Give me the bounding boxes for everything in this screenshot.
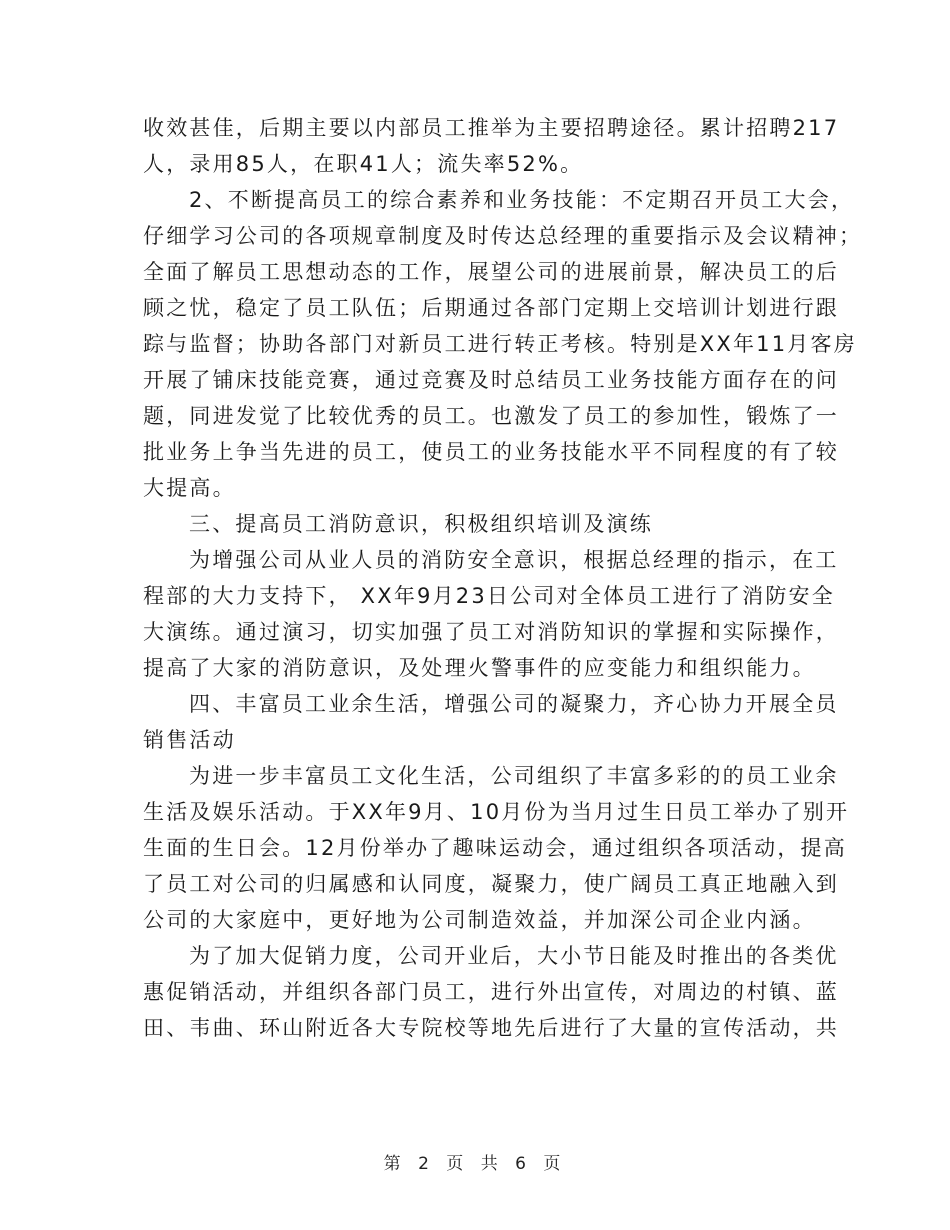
- text-line: 惠促销活动，并组织各部门员工，进行外出宣传，对周边的村镇、蓝: [143, 980, 839, 1004]
- text-line: 题，同进发觉了比较优秀的员工。也激发了员工的参加性，锻炼了一: [143, 404, 839, 428]
- text-line: 田、韦曲、环山附近各大专院校等地先后进行了大量的宣传活动，共: [143, 1016, 839, 1040]
- text-line: 了员工对公司的归属感和认同度，凝聚力，使广阔员工真正地融入到: [143, 872, 839, 896]
- section-heading: 三、提高员工消防意识，积极组织培训及演练: [189, 512, 653, 536]
- text-line: 人，录用85人，在职41人；流失率52%。: [143, 152, 584, 176]
- text-line: 提高了大家的消防意识，及处理火警事件的应变能力和组织能力。: [143, 656, 816, 680]
- text-line: 仔细学习公司的各项规章制度及时传达总经理的重要指示及会议精神；: [143, 224, 863, 248]
- text-line: 全面了解员工思想动态的工作，展望公司的进展前景，解决员工的后: [143, 260, 839, 284]
- text-line: 为增强公司从业人员的消防安全意识，根据总经理的指示，在工: [189, 548, 839, 572]
- text-line: 生活及娱乐活动。于XX年9月、10月份为当月过生日员工举办了别开: [143, 800, 850, 824]
- section-heading: 四、丰富员工业余生活，增强公司的凝聚力，齐心协力开展全员: [189, 692, 839, 716]
- text-line: 顾之忧，稳定了员工队伍；后期通过各部门定期上交培训计划进行跟: [143, 296, 839, 320]
- page-footer: 第 2 页 共 6 页: [383, 1154, 567, 1174]
- section-heading-cont: 销售活动: [143, 728, 236, 752]
- text-line: 生面的生日会。12月份举办了趣味运动会，通过组织各项活动，提高: [143, 836, 847, 860]
- text-line: 大提高。: [143, 476, 236, 500]
- text-line: 为了加大促销力度，公司开业后，大小节日能及时推出的各类优: [189, 944, 839, 968]
- text-line: 2、不断提高员工的综合素养和业务技能：不定期召开员工大会，: [189, 188, 855, 212]
- text-line: 程部的大力支持下， XX年9月23日公司对全体员工进行了消防安全: [143, 584, 835, 608]
- text-line: 批业务上争当先进的员工，使员工的业务技能水平不同程度的有了较: [143, 440, 839, 464]
- text-line: 大演练。通过演习，切实加强了员工对消防知识的掌握和实际操作，: [143, 620, 839, 644]
- text-line: 公司的大家庭中，更好地为公司制造效益，并加深公司企业内涵。: [143, 908, 816, 932]
- text-line: 踪与监督；协助各部门对新员工进行转正考核。特别是XX年11月客房: [143, 332, 857, 356]
- text-line: 开展了铺床技能竞赛，通过竞赛及时总结员工业务技能方面存在的问: [143, 368, 839, 392]
- text-line: 收效甚佳，后期主要以内部员工推举为主要招聘途径。累计招聘217: [143, 116, 840, 140]
- text-line: 为进一步丰富员工文化生活，公司组织了丰富多彩的的员工业余: [189, 764, 839, 788]
